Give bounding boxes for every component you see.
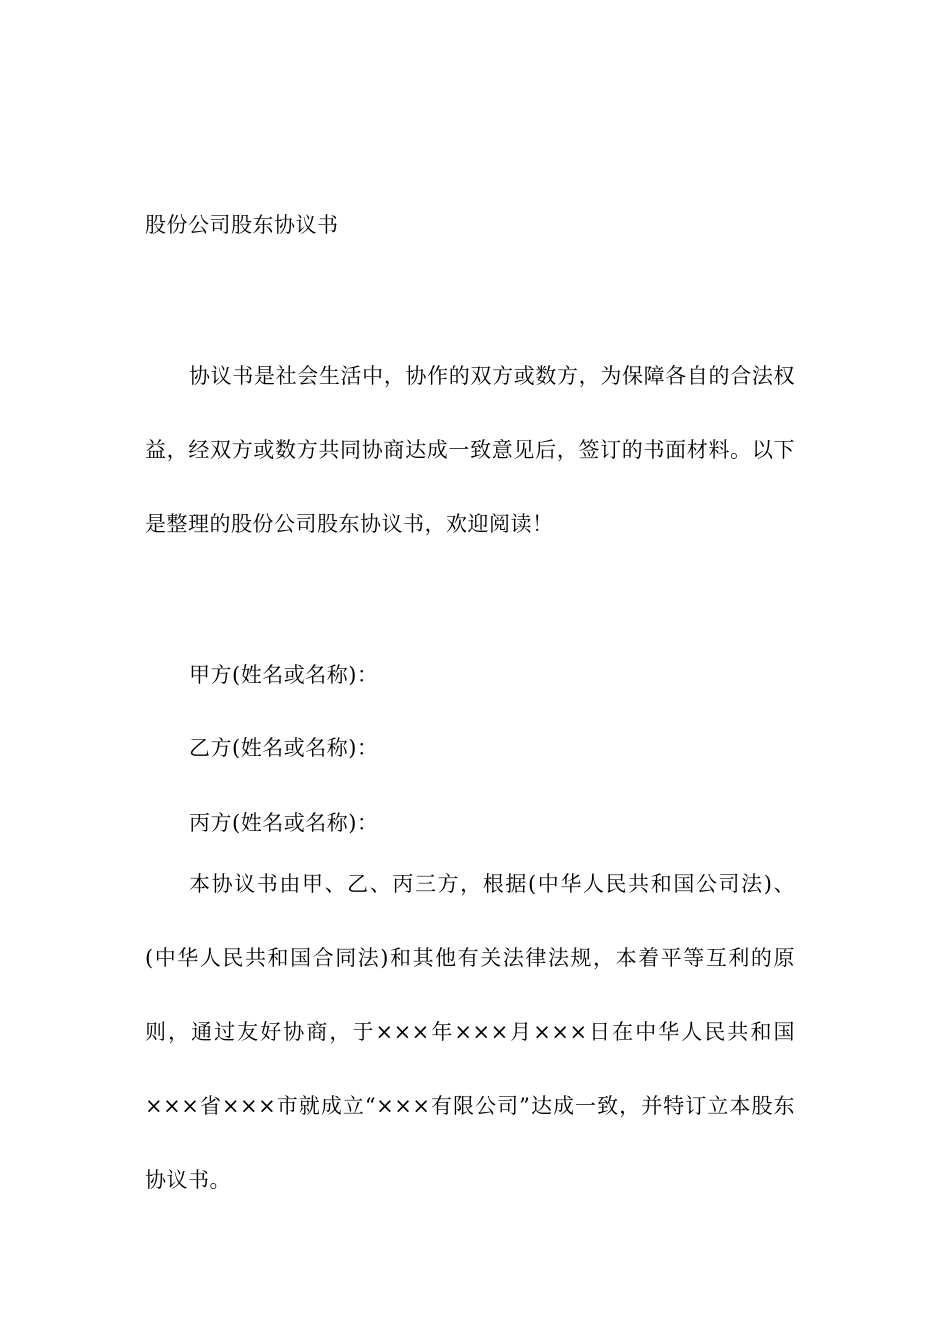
document-title: 股份公司股东协议书 (145, 213, 339, 237)
party-c-line: 丙方(姓名或名称)： (189, 811, 379, 835)
agreement-body-paragraph: 本协议书由甲、乙、丙三方，根据(中华人民共和国公司法)、(中华人民共和国合同法)和其他有关法律法规，本着平等互利的原则，通过友好协商，于×××年×××月×××日在中华人民共和国×××省×××市就成立“×××有限公司”达成一致，并特订立本股东协议书。 (145, 872, 795, 1192)
intro-paragraph: 协议书是社会生活中，协作的双方或数方，为保障各自的合法权益，经双方或数方共同协商达成一致意见后，签订的书面材料。以下是整理的股份公司股东协议书，欢迎阅读！ (145, 364, 795, 536)
party-a-line: 甲方(姓名或名称)： (189, 663, 379, 687)
party-b-line: 乙方(姓名或名称)： (189, 736, 379, 760)
